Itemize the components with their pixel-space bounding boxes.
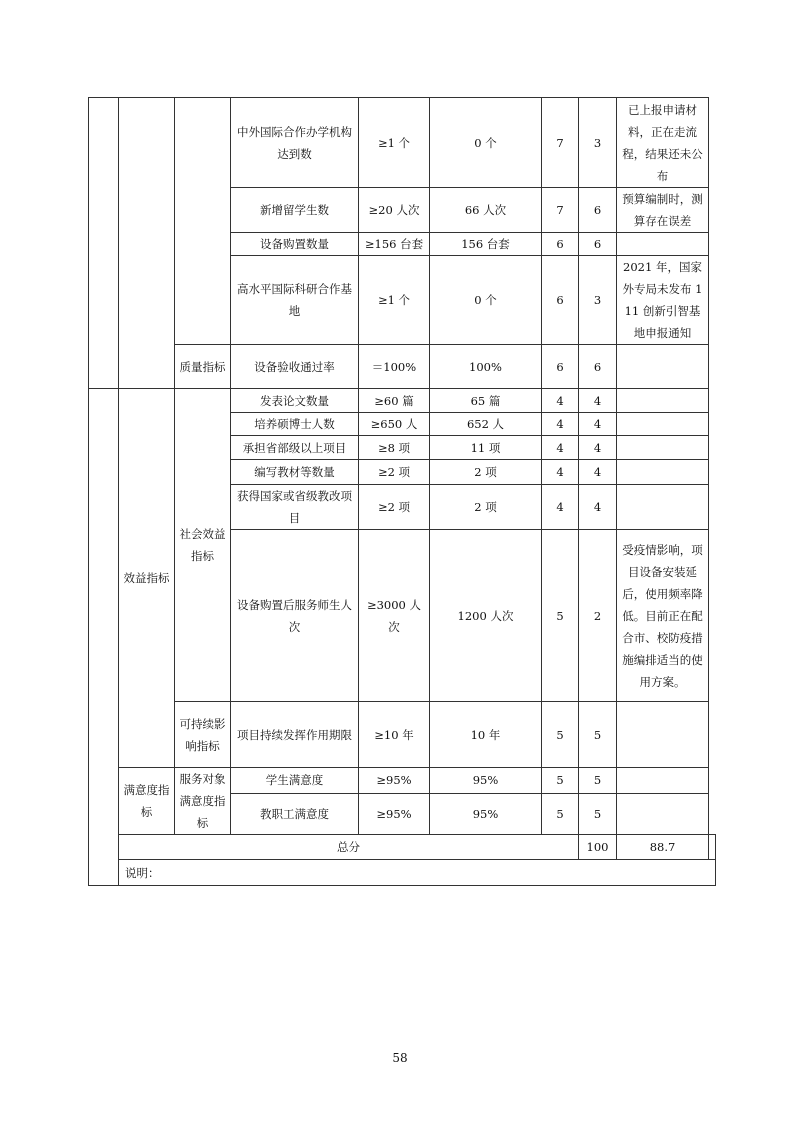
score-cell: 3	[579, 256, 617, 345]
note-cell	[617, 702, 709, 768]
remark-label: 说明：	[119, 860, 716, 886]
indicator-cell: 学生满意度	[231, 768, 359, 794]
indicator-cell: 新增留学生数	[231, 188, 359, 233]
indicator-cell: 设备购置后服务师生人次	[231, 530, 359, 702]
note-cell: 受疫情影响，项目设备安装延后，使用频率降低。目前正在配合市、校防疫措施编排适当的使用方案。	[617, 530, 709, 702]
weight-cell: 7	[542, 98, 579, 188]
target-cell: ≥95%	[359, 793, 430, 834]
indicator-cell: 设备验收通过率	[231, 345, 359, 389]
weight-cell: 5	[542, 702, 579, 768]
score-cell: 4	[579, 389, 617, 413]
category-social: 社会效益指标	[175, 389, 231, 702]
level2-blank-cell	[119, 98, 175, 389]
total-label: 总分	[119, 835, 579, 860]
weight-cell: 6	[542, 233, 579, 256]
actual-cell: 2 项	[430, 460, 542, 485]
indicator-cell: 设备购置数量	[231, 233, 359, 256]
total-note-blank	[709, 835, 716, 860]
actual-cell: 1200 人次	[430, 530, 542, 702]
score-cell: 6	[579, 233, 617, 256]
target-cell: ≥156 台套	[359, 233, 430, 256]
target-cell: ≥95%	[359, 768, 430, 794]
weight-cell: 5	[542, 530, 579, 702]
target-cell: ≥10 年	[359, 702, 430, 768]
note-cell	[617, 389, 709, 413]
note-cell	[617, 793, 709, 834]
score-cell: 6	[579, 188, 617, 233]
score-cell: 4	[579, 460, 617, 485]
note-cell	[617, 413, 709, 436]
note-cell	[617, 233, 709, 256]
category-satisfaction: 满意度指标	[119, 768, 175, 835]
indicator-cell: 承担省部级以上项目	[231, 436, 359, 460]
performance-table	[88, 97, 716, 886]
weight-cell: 5	[542, 793, 579, 834]
target-cell: ≥1 个	[359, 256, 430, 345]
weight-cell: 7	[542, 188, 579, 233]
actual-cell: 10 年	[430, 702, 542, 768]
page-number: 58	[392, 1051, 408, 1065]
actual-cell: 2 项	[430, 485, 542, 530]
table-row	[89, 345, 716, 389]
total-weight: 100	[579, 835, 617, 860]
target-cell: ≥2 项	[359, 460, 430, 485]
score-cell: 2	[579, 530, 617, 702]
target-cell: ≥8 项	[359, 436, 430, 460]
note-cell: 2021 年，国家外专局未发布 111 创新引智基地申报通知	[617, 256, 709, 345]
indicator-cell: 培养硕博士人数	[231, 413, 359, 436]
target-cell: ＝100%	[359, 345, 430, 389]
weight-cell: 6	[542, 256, 579, 345]
weight-cell: 4	[542, 436, 579, 460]
target-cell: ≥20 人次	[359, 188, 430, 233]
note-cell: 已上报申请材料，正在走流程，结果还未公布	[617, 98, 709, 188]
note-cell	[617, 485, 709, 530]
indicator-cell: 发表论文数量	[231, 389, 359, 413]
actual-cell: 0 个	[430, 98, 542, 188]
note-cell	[617, 460, 709, 485]
weight-cell: 4	[542, 460, 579, 485]
score-cell: 4	[579, 413, 617, 436]
actual-cell: 100%	[430, 345, 542, 389]
actual-cell: 652 人	[430, 413, 542, 436]
category-quality: 质量指标	[175, 345, 231, 389]
score-cell: 5	[579, 768, 617, 794]
weight-cell: 4	[542, 485, 579, 530]
target-cell: ≥2 项	[359, 485, 430, 530]
score-cell: 5	[579, 793, 617, 834]
note-cell	[617, 768, 709, 794]
level1-blank-cell	[89, 98, 119, 389]
target-cell: ≥3000 人次	[359, 530, 430, 702]
table-row	[89, 98, 716, 188]
weight-cell: 5	[542, 768, 579, 794]
score-cell: 4	[579, 485, 617, 530]
actual-cell: 156 台套	[430, 233, 542, 256]
note-cell	[617, 345, 709, 389]
category-sustain: 可持续影响指标	[175, 702, 231, 768]
actual-cell: 0 个	[430, 256, 542, 345]
actual-cell: 95%	[430, 768, 542, 794]
total-score: 88.7	[617, 835, 709, 860]
weight-cell: 6	[542, 345, 579, 389]
target-cell: ≥1 个	[359, 98, 430, 188]
level3-blank-cell	[175, 98, 231, 345]
indicator-cell: 项目持续发挥作用期限	[231, 702, 359, 768]
level1-blank-cell	[89, 389, 119, 886]
category-benefit: 效益指标	[119, 389, 175, 768]
indicator-cell: 编写教材等数量	[231, 460, 359, 485]
weight-cell: 4	[542, 413, 579, 436]
indicator-cell: 教职工满意度	[231, 793, 359, 834]
note-cell	[617, 436, 709, 460]
table-row	[89, 702, 716, 768]
score-cell: 4	[579, 436, 617, 460]
table-row	[89, 389, 716, 413]
category-service: 服务对象满意度指标	[175, 768, 231, 835]
table-row	[89, 768, 716, 794]
score-cell: 5	[579, 702, 617, 768]
indicator-cell: 高水平国际科研合作基地	[231, 256, 359, 345]
actual-cell: 11 项	[430, 436, 542, 460]
indicator-cell: 获得国家或省级教改项目	[231, 485, 359, 530]
target-cell: ≥650 人	[359, 413, 430, 436]
score-cell: 3	[579, 98, 617, 188]
actual-cell: 66 人次	[430, 188, 542, 233]
total-row	[89, 835, 716, 860]
remark-row	[89, 860, 716, 886]
score-cell: 6	[579, 345, 617, 389]
actual-cell: 65 篇	[430, 389, 542, 413]
indicator-cell: 中外国际合作办学机构达到数	[231, 98, 359, 188]
note-cell: 预算编制时，测算存在误差	[617, 188, 709, 233]
weight-cell: 4	[542, 389, 579, 413]
actual-cell: 95%	[430, 793, 542, 834]
target-cell: ≥60 篇	[359, 389, 430, 413]
